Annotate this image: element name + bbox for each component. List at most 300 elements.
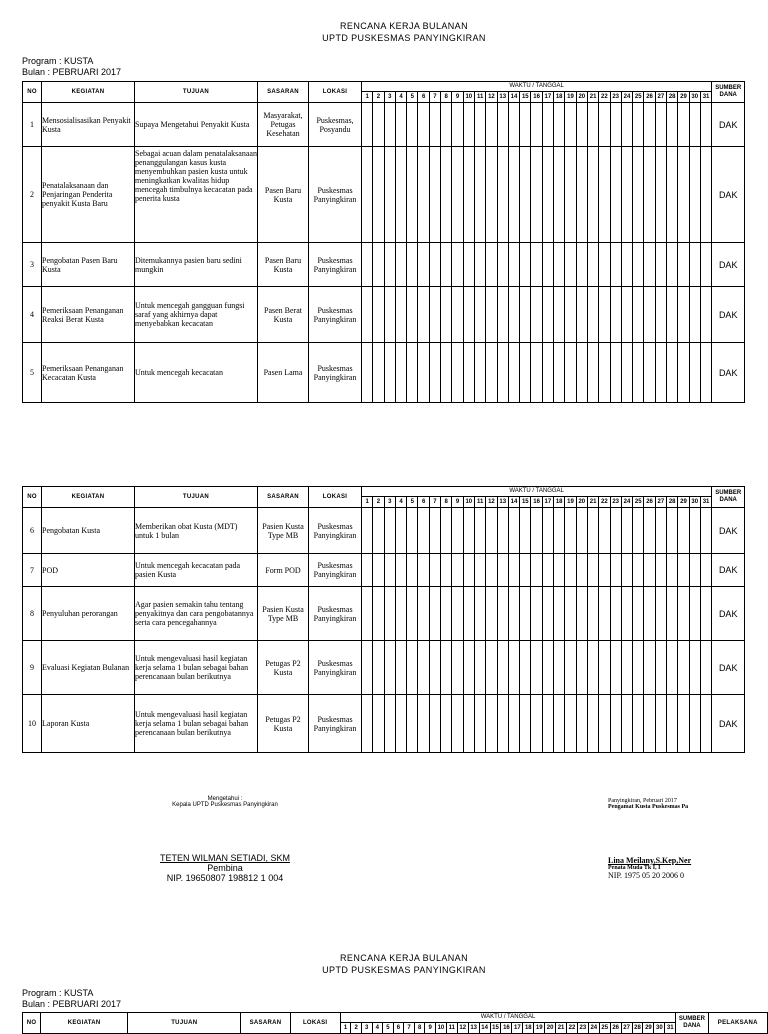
day-cell [531,554,542,587]
day-header-cell: 28 [667,497,678,508]
col-no-header: NO [23,1013,41,1034]
day-cell [678,343,689,403]
day-cell [395,103,406,147]
signature-block-right [608,798,768,880]
funding-cell: DAK [712,508,745,554]
funding-cell: DAK [712,243,745,287]
day-cell [508,554,519,587]
day-cell [441,243,452,287]
day-cell [587,343,598,403]
target-cell: Masyarakat, Petugas Kesehatan [258,103,309,147]
day-header-cell: 4 [395,92,406,103]
day-header-cell: 29 [678,497,689,508]
day-cell [667,641,678,695]
day-cell [576,147,587,243]
dana-label: DANA [719,497,737,503]
document-subtitle-repeat: UPTD PUSKESMAS PANYINGKIRAN [322,965,486,975]
day-cell [610,243,621,287]
day-header-cell: 15 [520,92,531,103]
day-header-cell: 3 [384,92,395,103]
day-header-cell: 25 [633,497,644,508]
day-cell [407,343,418,403]
funding-cell: DAK [712,147,745,243]
day-cell [452,243,463,287]
day-cell [441,508,452,554]
day-cell [362,554,373,587]
day-header-cell: 31 [700,92,711,103]
day-cell [474,287,485,343]
day-cell [452,343,463,403]
day-cell [463,343,474,403]
day-cell [418,103,429,147]
day-cell [689,508,700,554]
day-header-cell: 18 [554,92,565,103]
day-cell [644,695,655,753]
work-plan-table-2 [22,486,745,753]
day-header-cell: 2 [373,92,384,103]
col-waktu-header: WAKTU / TANGGAL [362,487,712,497]
day-cell [610,695,621,753]
objective-cell: Untuk mengevaluasi hasil kegiatan kerja selama 1 bulan sebagai bahan perencanaan bulan berikutnya [135,641,258,695]
day-cell [418,508,429,554]
day-cell [508,147,519,243]
day-cell [384,147,395,243]
day-cell [418,695,429,753]
day-cell [700,695,711,753]
day-cell [633,103,644,147]
day-header-cell: 31 [665,1023,676,1034]
day-cell [700,243,711,287]
day-cell [542,695,553,753]
day-cell [644,343,655,403]
day-cell [565,147,576,243]
day-cell [655,287,666,343]
day-cell [576,554,587,587]
program-label: Program : KUSTA [22,56,94,66]
day-cell [565,343,576,403]
col-tujuan-header: TUJUAN [128,1013,241,1034]
col-lokasi-header: LOKASI [309,487,362,508]
day-cell [599,641,610,695]
day-header-cell: 8 [441,497,452,508]
day-cell [531,695,542,753]
day-header-cell: 23 [610,92,621,103]
day-cell [486,508,497,554]
day-cell [520,641,531,695]
day-cell [700,641,711,695]
officer-role: Pengamat Kusta Puskesmas Pa [608,804,689,810]
day-cell [655,508,666,554]
objective-cell: Untuk mencegah kecacatan [135,343,258,403]
head-rank: Pembina [207,863,243,873]
day-cell [418,343,429,403]
day-cell [497,287,508,343]
target-cell: Pasen Lama [258,343,309,403]
day-header-cell: 6 [418,497,429,508]
day-header-cell: 27 [655,497,666,508]
day-cell [373,587,384,641]
day-cell [655,695,666,753]
col-no-header: NO [23,487,42,508]
day-header-cell: 26 [610,1023,621,1034]
target-cell: Petugas P2 Kusta [258,641,309,695]
day-cell [395,554,406,587]
day-header-cell: 11 [446,1023,457,1034]
day-cell [542,287,553,343]
day-cell [554,508,565,554]
col-sumber-dana-header [712,487,745,508]
day-cell [452,587,463,641]
day-cell [621,147,632,243]
day-cell [429,287,440,343]
day-cell [474,103,485,147]
day-cell [418,641,429,695]
day-cell [599,147,610,243]
day-cell [633,243,644,287]
day-cell [463,243,474,287]
day-cell [441,641,452,695]
day-cell [407,508,418,554]
day-cell [633,508,644,554]
day-header-cell: 14 [508,92,519,103]
day-cell [362,641,373,695]
day-cell [520,243,531,287]
day-cell [384,554,395,587]
day-cell [508,695,519,753]
day-header-cell: 28 [667,92,678,103]
day-header-cell: 1 [362,92,373,103]
day-cell [531,103,542,147]
document-title-repeat: RENCANA KERJA BULANAN [340,953,468,963]
day-cell [407,695,418,753]
day-cell [497,243,508,287]
head-name: TETEN WILMAN SETIADI, SKM [159,853,290,863]
day-cell [610,103,621,147]
day-cell [565,641,576,695]
day-cell [441,287,452,343]
day-cell [531,343,542,403]
day-cell [689,554,700,587]
day-header-cell: 7 [429,92,440,103]
day-header-cell: 18 [523,1023,534,1034]
day-header-cell: 29 [643,1023,654,1034]
day-cell [542,103,553,147]
day-cell [407,287,418,343]
day-header-cell: 27 [621,1023,632,1034]
day-cell [610,641,621,695]
day-header-cell: 26 [644,92,655,103]
day-cell [599,554,610,587]
day-cell [497,343,508,403]
col-lokasi-header: LOKASI [309,82,362,103]
day-cell [621,641,632,695]
day-cell [497,695,508,753]
day-cell [621,554,632,587]
target-cell: Pasien Kusta Type MB [258,508,309,554]
day-cell [565,587,576,641]
day-cell [531,587,542,641]
target-cell: Pasen Berat Kusta [258,287,309,343]
day-cell [474,243,485,287]
day-cell [429,641,440,695]
day-header-cell: 15 [520,497,531,508]
day-cell [633,587,644,641]
col-lokasi-header: LOKASI [290,1013,340,1034]
funding-cell: DAK [712,103,745,147]
day-cell [689,343,700,403]
day-cell [633,695,644,753]
day-cell [508,103,519,147]
day-header-cell: 27 [655,92,666,103]
sumber-label: SUMBER [678,1016,705,1022]
day-header-cell: 12 [457,1023,468,1034]
day-cell [667,103,678,147]
table-row [23,641,745,695]
day-cell [395,147,406,243]
target-cell: Form POD [258,554,309,587]
day-header-cell: 9 [425,1023,436,1034]
day-cell [700,287,711,343]
day-cell [474,508,485,554]
day-cell [621,243,632,287]
day-header-cell: 17 [542,497,553,508]
day-header-cell: 23 [577,1023,588,1034]
table-row [23,147,745,243]
day-cell [384,103,395,147]
day-cell [655,103,666,147]
day-cell [395,695,406,753]
day-cell [474,343,485,403]
day-cell [418,243,429,287]
day-cell [655,641,666,695]
day-header-cell: 7 [429,497,440,508]
day-cell [554,243,565,287]
day-header-cell: 5 [407,92,418,103]
day-header-cell: 16 [531,497,542,508]
day-cell [621,287,632,343]
day-header-cell: 13 [468,1023,479,1034]
day-cell [700,343,711,403]
day-header-cell: 30 [654,1023,665,1034]
day-cell [463,641,474,695]
day-cell [452,641,463,695]
activity-cell: Laporan Kusta [42,695,135,753]
location-cell: Puskesmas Panyingkiran [309,243,362,287]
day-header-cell: 17 [542,92,553,103]
day-header-cell: 22 [599,92,610,103]
target-cell: Pasien Kusta Type MB [258,587,309,641]
day-cell [407,641,418,695]
objective-cell: Sebagai acuan dalam penatalaksanaan penanggulangan kasus kusta menyembuhkan pasien kusta untuk meningkatkan kwalitas hidup mencegah timbulnya kecacatan pada penerita kusta [135,147,258,243]
day-cell [418,147,429,243]
day-header-cell: 24 [621,497,632,508]
place-date: Panyingkiran, Pebruari 2017 [608,798,677,804]
row-number: 8 [23,587,42,641]
row-number: 2 [23,147,42,243]
day-cell [452,508,463,554]
day-cell [678,287,689,343]
day-cell [508,243,519,287]
day-header-cell: 10 [435,1023,446,1034]
day-cell [644,147,655,243]
day-header-cell: 15 [490,1023,501,1034]
day-header-cell: 12 [486,92,497,103]
day-cell [633,287,644,343]
day-header-cell: 30 [689,92,700,103]
day-cell [700,103,711,147]
activity-cell: Penatalaksanaan dan Penjaringan Penderita penyakit Kusta Baru [42,147,135,243]
day-cell [576,287,587,343]
activity-cell: Pengobatan Pasen Baru Kusta [42,243,135,287]
day-header-cell: 2 [373,497,384,508]
col-tujuan-header: TUJUAN [135,487,258,508]
day-header-cell: 3 [384,497,395,508]
row-number: 6 [23,508,42,554]
day-cell [655,587,666,641]
day-cell [407,554,418,587]
day-cell [576,695,587,753]
day-cell [463,287,474,343]
day-cell [384,587,395,641]
objective-cell: Supaya Mengetahui Penyakit Kusta [135,103,258,147]
day-header-cell: 11 [474,497,485,508]
col-sasaran-header: SASARAN [258,487,309,508]
day-header-cell: 11 [474,92,485,103]
work-plan-table-3 [22,1012,768,1034]
day-cell [362,587,373,641]
day-cell [463,508,474,554]
day-cell [486,287,497,343]
day-cell [689,587,700,641]
day-cell [700,554,711,587]
month-label: Bulan : PEBRUARI 2017 [22,67,122,77]
day-cell [554,587,565,641]
day-cell [463,695,474,753]
day-header-cell: 21 [587,92,598,103]
day-cell [678,641,689,695]
day-cell [497,587,508,641]
day-cell [655,243,666,287]
day-cell [621,103,632,147]
day-cell [610,508,621,554]
location-cell: Puskesmas Panyingkiran [309,287,362,343]
day-header-cell: 12 [486,497,497,508]
col-kegiatan-header: KEGIATAN [42,487,135,508]
day-header-cell: 22 [567,1023,578,1034]
day-cell [587,695,598,753]
activity-cell: Pemeriksaan Penanganan Kecacatan Kusta [42,343,135,403]
day-header-cell: 10 [463,92,474,103]
funding-cell: DAK [712,343,745,403]
day-cell [587,508,598,554]
col-pelaksana-header: PELAKSANA [708,1013,767,1034]
day-cell [395,287,406,343]
day-cell [441,343,452,403]
day-cell [373,287,384,343]
document-subtitle: UPTD PUSKESMAS PANYINGKIRAN [322,33,486,43]
day-cell [633,554,644,587]
day-cell [407,587,418,641]
objective-cell: Memberikan obat Kusta (MDT) untuk 1 bulan [135,508,258,554]
location-cell: Puskesmas Panyingkiran [309,554,362,587]
day-cell [655,343,666,403]
activity-cell: Pengobatan Kusta [42,508,135,554]
location-cell: Puskesmas Panyingkiran [309,343,362,403]
day-cell [520,695,531,753]
day-cell [554,695,565,753]
target-cell: Pasen Baru Kusta [258,147,309,243]
funding-cell: DAK [712,587,745,641]
day-cell [486,695,497,753]
day-cell [486,554,497,587]
row-number: 4 [23,287,42,343]
day-cell [497,508,508,554]
day-header-cell: 29 [678,92,689,103]
day-header-cell: 20 [576,92,587,103]
col-kegiatan-header: KEGIATAN [42,82,135,103]
funding-cell: DAK [712,695,745,753]
day-cell [621,343,632,403]
day-header-cell: 6 [393,1023,404,1034]
day-cell [576,343,587,403]
day-cell [610,287,621,343]
day-cell [407,243,418,287]
day-cell [689,243,700,287]
day-header-cell: 8 [414,1023,425,1034]
day-cell [486,243,497,287]
col-no-header: NO [23,82,42,103]
day-cell [452,695,463,753]
day-cell [429,343,440,403]
target-cell: Pasen Baru Kusta [258,243,309,287]
day-cell [542,641,553,695]
day-header-cell: 30 [689,497,700,508]
target-cell: Petugas P2 Kusta [258,695,309,753]
objective-cell: Agar pasien semakin tahu tentang penyakitnya dan cara pengobatannya serta cara pencegahannya [135,587,258,641]
col-sasaran-header: SASARAN [258,82,309,103]
day-header-cell: 9 [452,92,463,103]
day-cell [576,508,587,554]
objective-cell: Ditemukannya pasien baru sedini mungkin [135,243,258,287]
day-cell [373,103,384,147]
day-cell [463,587,474,641]
day-header-cell: 4 [372,1023,383,1034]
day-cell [474,587,485,641]
day-cell [362,343,373,403]
day-cell [587,243,598,287]
day-cell [621,587,632,641]
day-header-cell: 24 [588,1023,599,1034]
col-sumber-dana-header [676,1013,708,1034]
day-cell [576,103,587,147]
day-cell [429,147,440,243]
day-header-cell: 4 [395,497,406,508]
day-cell [520,508,531,554]
day-header-cell: 9 [452,497,463,508]
day-cell [554,147,565,243]
day-cell [441,695,452,753]
day-cell [362,103,373,147]
day-cell [441,103,452,147]
day-cell [644,243,655,287]
day-cell [520,103,531,147]
day-cell [395,243,406,287]
dana-label: DANA [683,1023,701,1029]
day-cell [667,554,678,587]
day-header-cell: 22 [599,497,610,508]
day-cell [429,695,440,753]
day-cell [542,508,553,554]
